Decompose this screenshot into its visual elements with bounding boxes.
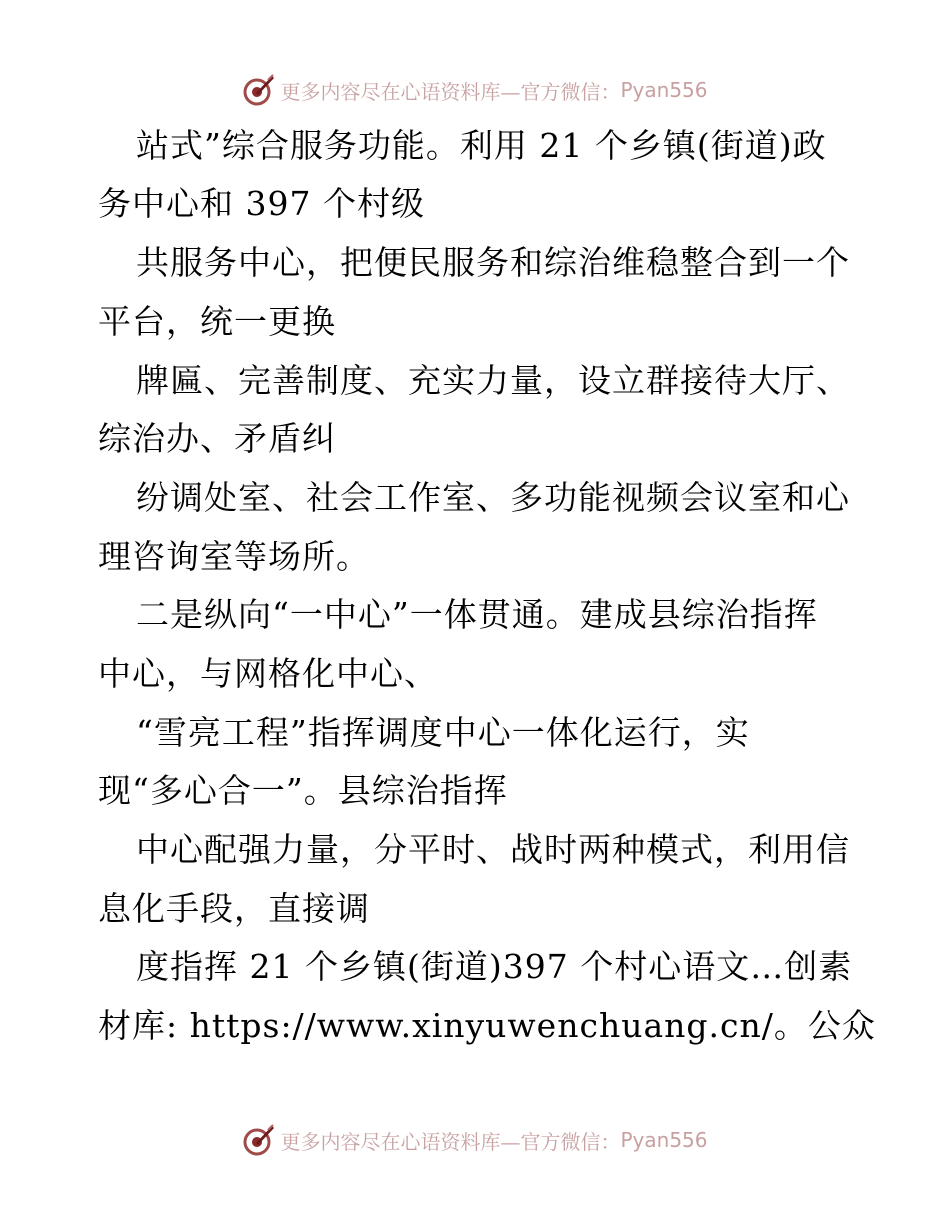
text-line: 中心，与网格化中心、: [98, 654, 438, 693]
footer-banner: [0, 1120, 950, 1160]
text-line: 理咨询室等场所。: [98, 537, 370, 576]
text-line: 综治办、矛盾纠: [98, 419, 336, 458]
text-line: 息化手段，直接调: [98, 889, 370, 928]
text-line: 二是纵向“一中心”一体贯通。建成县综治指挥: [136, 595, 818, 634]
text-line: “雪亮工程”指挥调度中心一体化运行，实: [136, 713, 750, 752]
text-line: 度指挥 21 个乡镇(街道)397 个村心语文…创素: [136, 947, 853, 986]
text-line: 中心配强力量，分平时、战时两种模式，利用信: [136, 830, 850, 869]
text-line: 现“多心合一”。县综治指挥: [98, 771, 508, 810]
text-line: 牌匾、完善制度、充实力量，设立群接待大厅、: [136, 361, 850, 400]
text-line: 纷调处室、社会工作室、多功能视频会议室和心: [136, 478, 850, 517]
text-line: 务中心和 397 个村级: [98, 184, 425, 223]
text-line: 共服务中心，把便民服务和综治维稳整合到一个: [136, 243, 850, 282]
banner-text: 更多内容尽在心语资料库—官方微信：: [280, 1129, 621, 1154]
quill-logo-icon: [242, 73, 276, 107]
quill-logo-icon: [242, 1123, 276, 1157]
text-line: 材库: https://www.xinyuwenchuang.cn/。公众: [98, 1006, 876, 1045]
banner-text: 更多内容尽在心语资料库—官方微信：: [280, 79, 621, 104]
header-banner: [0, 70, 950, 110]
text-line: 平台，统一更换: [98, 302, 336, 341]
wechat-id: Pyan556: [620, 1128, 708, 1152]
text-line: 站式”综合服务功能。利用 21 个乡镇(街道)政: [136, 126, 827, 165]
wechat-id: Pyan556: [620, 78, 708, 102]
